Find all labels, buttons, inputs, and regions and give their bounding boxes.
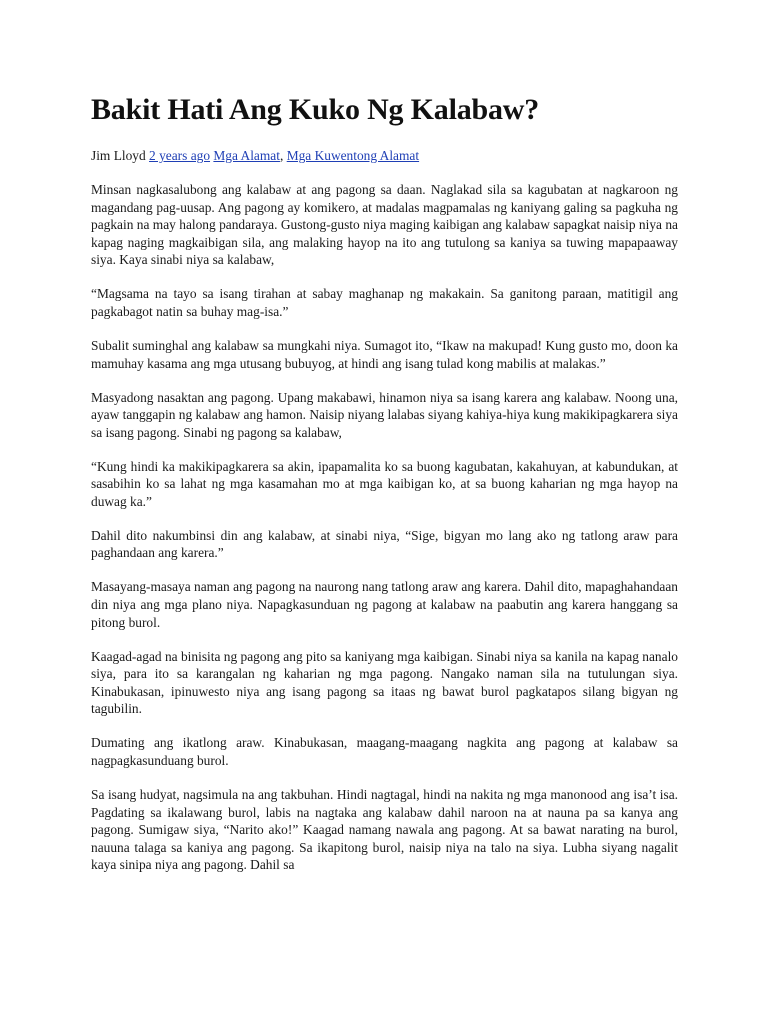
story-paragraph: Kaagad-agad na binisita ng pagong ang pito sa kaniyang mga kaibigan. Sinabi niya sa kanila na kapag nanalo siya, para ito sa karangalan ng kaharian ng mga pagong. Nangako naman sila na tutulungan siya. Kinabukasan, ipinuwesto niya ang isang pagong sa itaas ng bawat burol pagkatapos silang bigyan ng tagubilin. bbox=[91, 648, 678, 717]
category-link-kuwentong-alamat[interactable]: Mga Kuwentong Alamat bbox=[286, 148, 420, 163]
category-separator: , bbox=[279, 148, 284, 163]
story-paragraph: Masayang-masaya naman ang pagong na naurong nang tatlong araw ang karera. Dahil dito, mapaghahandaan din niya ang mga plano niya. Napagkasunduan ng pagong at kalabaw na paabutin ang karera hanggang sa pitong burol. bbox=[91, 579, 678, 630]
story-paragraph: Sa isang hudyat, nagsimula na ang takbuhan. Hindi nagtagal, hindi na nakita ng mga manonood ang isa’t isa. Pagdating sa ikalawang burol, labis na nagtaka ang kalabaw dahil naroon na at nauna pa sa kanya ang pagong. Sumigaw siya, “Narito ako!” Kaagad namang nawala ang pagong. At sa bawat narating na burol, nauuna talaga sa kaniya ang pagong. Sa ikapitong burol, naisip niya na talo na siya. Lubha siyang nagalit kaya sinipa niya ang pagong. Dahil sa bbox=[91, 786, 678, 873]
story-paragraph: Minsan nagkasalubong ang kalabaw at ang pagong sa daan. Naglakad sila sa kagubatan at nagkaroon ng magandang pag-uusap. Ang pagong ay komikero, at madalas magpamalas ng kaniyang galing sa pagkuha ng pagkain na may halong pandaraya. Gustong-gusto niya maging kaibigan ang kalabaw sapagkat naisip niya na kapag naging magkaibigan sila, ang malaking hayop na ito ang tutulong sa kaniya sa tuwing mapapaaway siya. Kaya sinabi niya sa kalabaw, bbox=[91, 182, 678, 268]
story-paragraph: Dumating ang ikatlong araw. Kinabukasan, maagang-maagang nagkita ang pagong at kalabaw sa nagpagkasunduang burol. bbox=[91, 735, 678, 768]
story-paragraph: “Kung hindi ka makikipagkarera sa akin, ipapamalita ko sa buong kagubatan, kakahuyan, at kabundukan, at sasabihin ko sa lahat ng mga kasamahan mo at mga kaibigan ko, at sa buong kaharian ng mga hayop na duwag ka.” bbox=[91, 458, 678, 509]
story-paragraph: Dahil dito nakumbinsi din ang kalabaw, at sinabi niya, “Sige, bigyan mo lang ako ng tatlong araw para paghandaan ang karera.” bbox=[91, 527, 678, 561]
category-link-alamat[interactable]: Mga Alamat bbox=[213, 148, 280, 163]
story-paragraph: “Magsama na tayo sa isang tirahan at sabay maghanap ng makakain. Sa ganitong paraan, matitigil ang pagkabagot natin sa buhay mag-isa.” bbox=[91, 286, 678, 319]
author-name: Jim Lloyd bbox=[91, 148, 146, 163]
story-paragraph: Masyadong nasaktan ang pagong. Upang makabawi, hinamon niya sa isang karera ang kalabaw. Noong una, ayaw tanggapin ng kalabaw ang hamon. Naisip niyang lalabas siyang kahiya-hiya kung makikipagkarera siya sa isang pagong. Sinabi ng pagong sa kalabaw, bbox=[91, 389, 678, 440]
post-date-link[interactable]: 2 years ago bbox=[149, 148, 211, 163]
article-meta bbox=[91, 147, 678, 165]
article bbox=[91, 92, 678, 890]
story-paragraph: Subalit suminghal ang kalabaw sa mungkahi niya. Sumagot ito, “Ikaw na makupad! Kung gusto mo, doon ka mamuhay kasama ang mga utusang bubuyog, at hindi ang isang tulad kong mabilis at malakas.” bbox=[91, 337, 678, 371]
article-title: Bakit Hati Ang Kuko Ng Kalabaw? bbox=[91, 93, 540, 126]
